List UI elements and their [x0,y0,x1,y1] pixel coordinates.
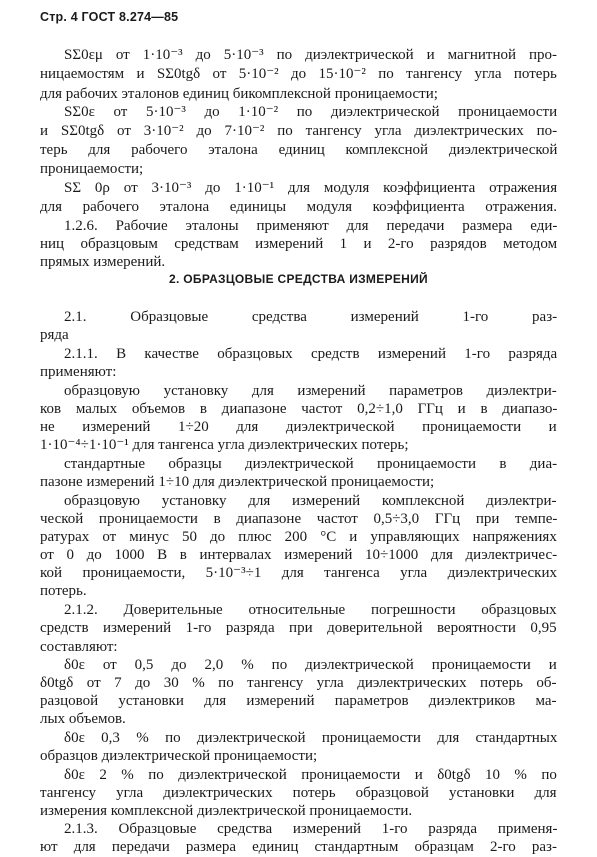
text-line: от 0 до 1000 В в интервалах измерений 10÷1000 для диэлектричес- [40,547,558,563]
section-heading: 2. ОБРАЗЦОВЫЕ СРЕДСТВА ИЗМЕРЕНИЙ [169,272,428,286]
text-line: потерь. [40,583,87,599]
text-line: кой проницаемости, 5·10⁻³÷1 для тангенса угла диэлектрических [40,565,557,581]
text-line: 2.1.2. Доверительные относительные погрешности образцовых [64,602,557,618]
text-line: образцовую установку для измерений комплексной диэлектри- [64,493,557,509]
text-line: 1.2.6. Рабочие эталоны применяют для передачи размера еди- [64,218,558,234]
text-line: не измерений 1÷20 для диэлектрической проницаемости и [40,419,557,435]
text-line: применяют: [40,364,117,380]
text-line: ческой проницаемости в диапазоне частот 0,5÷3,0 ГГц при темпе- [40,511,558,527]
text-line: ряда [40,327,69,343]
text-line: 2.1. Образцовые средства измерений 1-го раз- [64,309,558,325]
text-line: средств измерений 1-го разряда при доверительной вероятности 0,95 [40,620,557,636]
text-line: δ0ε 2 % по диэлектрической проницаемости и δ0tgδ 10 % по [64,767,557,783]
text-line: составляют: [40,639,118,655]
text-line: ют для передачи размера единиц стандартным образцам 2-го раз- [40,839,557,855]
text-line: SΣ 0ρ от 3·10⁻³ до 1·10⁻¹ для модуля коэффициента отражения [64,180,558,196]
text-line: для рабочих эталонов единиц бикомплексной проницаемости; [40,86,438,102]
text-line: 2.1.1. В качестве образцовых средств измерений 1-го разряда [64,346,558,362]
text-line: пазоне измерений 1÷10 для диэлектрической проницаемости; [40,474,435,490]
text-line: δ0ε от 0,5 до 2,0 % по диэлектрической проницаемости и [64,657,557,673]
text-line: для рабочего эталона единицы модуля коэффициента отражения. [40,199,558,215]
text-line: ницаемостям и SΣ0tgδ от 5·10⁻² до 15·10⁻² по тангенсу угла потерь [40,66,557,82]
text-line: терь для рабочего эталона единиц комплексной диэлектрической [40,142,558,158]
text-line: проницаемости; [40,161,144,177]
text-line: образцовую установку для измерений параметров диэлектри- [64,383,557,399]
text-line: 2.1.3. Образцовые средства измерений 1-го разряда применя- [64,821,558,837]
text-line: измерения комплексной диэлектрической проницаемости. [40,803,413,819]
text-line: разцовой установки для измерений параметров диэлектриков ма- [40,693,557,709]
text-line: и SΣ0tgδ от 3·10⁻² до 7·10⁻² по тангенсу угла диэлектрических по- [40,123,558,139]
text-line: ков малых объемов в диапазоне частот 0,2÷1,0 ГГц и в диапазо- [40,401,558,417]
text-line: δ0ε 0,3 % по диэлектрической проницаемости для стандартных [64,730,558,746]
text-line: тангенсу угла диэлектрических потерь образцовой установки для [40,785,557,801]
text-line: лых объемов. [40,711,126,727]
text-line: δ0tgδ от 7 до 30 % по тангенсу угла диэлектрических потерь об- [40,675,557,691]
page-header: Стр. 4 ГОСТ 8.274—85 [40,10,179,24]
text-line: прямых измерений. [40,254,166,270]
text-line: SΣ0ε от 5·10⁻³ до 1·10⁻² по диэлектрической проницаемости [64,104,558,120]
text-line: SΣ0εμ от 1·10⁻³ до 5·10⁻³ по диэлектрической и магнитной про- [64,47,558,63]
text-line: 1·10⁻⁴÷1·10⁻¹ для тангенса угла диэлектрических потерь; [40,437,409,453]
text-line: ниц образцовым средствам измерений 1 и 2-го разрядов методом [40,236,558,252]
text-line: образцов диэлектрической проницаемости; [40,748,318,764]
text-line: ратурах от минус 50 до плюс 200 °C и управляющих напряжениях [40,529,557,545]
text-line: стандартные образцы диэлектрической проницаемости в диа- [64,456,558,472]
